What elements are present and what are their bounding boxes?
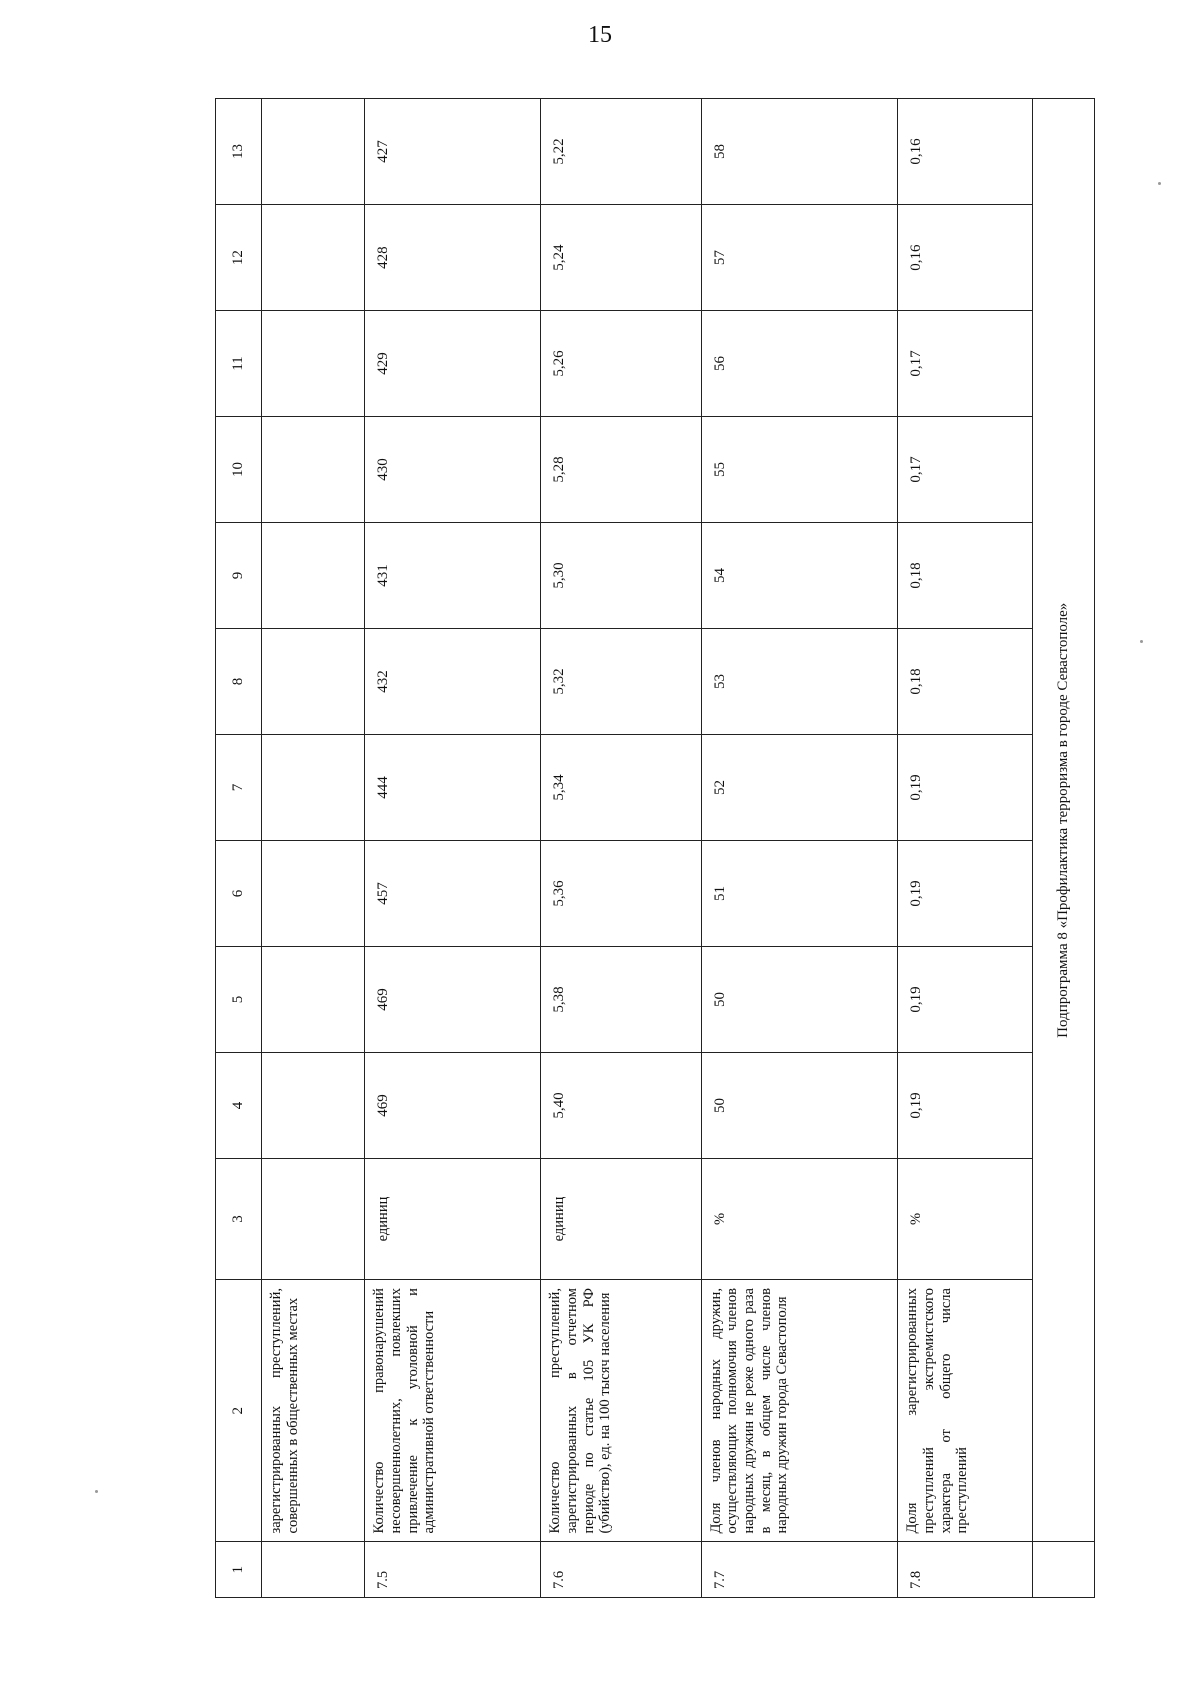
scan-speck <box>1158 182 1161 185</box>
value-cell: 5,24 <box>541 205 701 311</box>
value-cell <box>262 205 365 311</box>
value-cell: 55 <box>701 417 898 523</box>
value-cell: 432 <box>365 629 541 735</box>
column-header: 6 <box>216 840 262 946</box>
value-cell: 0,16 <box>898 205 1033 311</box>
indicator-description: Количество правонарушений несовершеннолетних, повлекших привлечение к уголовной и административной ответственности <box>365 1280 541 1542</box>
value-cell: 429 <box>365 311 541 417</box>
column-header: 10 <box>216 417 262 523</box>
value-cell: 469 <box>365 946 541 1052</box>
value-cell <box>262 946 365 1052</box>
unit-cell <box>262 1158 365 1279</box>
value-cell: 5,34 <box>541 734 701 840</box>
section-empty-cell <box>1032 1542 1094 1598</box>
column-header: 8 <box>216 629 262 735</box>
column-header: 11 <box>216 311 262 417</box>
value-cell: 5,32 <box>541 629 701 735</box>
table-row <box>898 99 1033 1598</box>
value-cell <box>262 840 365 946</box>
unit-cell: % <box>701 1158 898 1279</box>
value-cell: 0,17 <box>898 417 1033 523</box>
value-cell: 52 <box>701 734 898 840</box>
value-cell: 444 <box>365 734 541 840</box>
indicator-description: зарегистрированных преступлений, совершенных в общественных местах <box>262 1280 365 1542</box>
column-header: 2 <box>216 1280 262 1542</box>
indicator-description: Доля зарегистрированных преступлений экстремистского характера от общего числа преступлений <box>898 1280 1033 1542</box>
value-cell: 56 <box>701 311 898 417</box>
value-cell: 5,30 <box>541 523 701 629</box>
value-cell: 0,17 <box>898 311 1033 417</box>
value-cell: 0,19 <box>898 1052 1033 1158</box>
unit-cell: единиц <box>541 1158 701 1279</box>
table-row <box>541 99 701 1598</box>
page-number: 15 <box>588 22 612 48</box>
value-cell: 53 <box>701 629 898 735</box>
value-cell: 457 <box>365 840 541 946</box>
value-cell: 430 <box>365 417 541 523</box>
value-cell <box>262 99 365 205</box>
table-row <box>701 99 898 1598</box>
indicator-description: Доля членов народных дружин, осуществляющих полномочия членов народных дружин не реже одного раза в месяц, в общем числе членов народных дружин города Севастополя <box>701 1280 898 1542</box>
indicators-table <box>215 98 1095 1598</box>
value-cell: 469 <box>365 1052 541 1158</box>
row-index <box>262 1542 365 1598</box>
value-cell: 0,19 <box>898 840 1033 946</box>
value-cell: 58 <box>701 99 898 205</box>
row-index: 7.7 <box>701 1542 898 1598</box>
value-cell <box>262 734 365 840</box>
column-header: 9 <box>216 523 262 629</box>
section-row <box>1032 99 1094 1598</box>
scan-speck <box>1140 640 1143 643</box>
table-row <box>365 99 541 1598</box>
value-cell: 427 <box>365 99 541 205</box>
indicator-description: Количество преступлений, зарегистрированных в отчетном периоде по статье 105 УК РФ (убийство), ед. на 100 тысяч населения <box>541 1280 701 1542</box>
row-index: 7.6 <box>541 1542 701 1598</box>
value-cell: 0,19 <box>898 946 1033 1052</box>
value-cell <box>262 1052 365 1158</box>
value-cell <box>262 417 365 523</box>
column-header: 12 <box>216 205 262 311</box>
column-header: 7 <box>216 734 262 840</box>
value-cell: 0,19 <box>898 734 1033 840</box>
header-row <box>216 99 262 1598</box>
value-cell: 54 <box>701 523 898 629</box>
column-header: 4 <box>216 1052 262 1158</box>
unit-cell: % <box>898 1158 1033 1279</box>
value-cell <box>262 523 365 629</box>
value-cell: 5,40 <box>541 1052 701 1158</box>
column-header: 3 <box>216 1158 262 1279</box>
section-title: Подпрограмма 8 «Профилактика терроризма в городе Севастополе» <box>1032 99 1094 1542</box>
value-cell: 0,16 <box>898 99 1033 205</box>
value-cell: 50 <box>701 1052 898 1158</box>
unit-cell: единиц <box>365 1158 541 1279</box>
value-cell: 5,26 <box>541 311 701 417</box>
value-cell: 50 <box>701 946 898 1052</box>
column-header: 13 <box>216 99 262 205</box>
value-cell: 428 <box>365 205 541 311</box>
value-cell <box>262 629 365 735</box>
row-index: 7.8 <box>898 1542 1033 1598</box>
value-cell: 5,28 <box>541 417 701 523</box>
value-cell: 5,38 <box>541 946 701 1052</box>
value-cell: 0,18 <box>898 629 1033 735</box>
value-cell <box>262 311 365 417</box>
value-cell: 51 <box>701 840 898 946</box>
column-header: 5 <box>216 946 262 1052</box>
row-index: 7.5 <box>365 1542 541 1598</box>
value-cell: 5,22 <box>541 99 701 205</box>
table-row <box>262 99 365 1598</box>
value-cell: 431 <box>365 523 541 629</box>
value-cell: 57 <box>701 205 898 311</box>
value-cell: 0,18 <box>898 523 1033 629</box>
column-header: 1 <box>216 1542 262 1598</box>
scan-speck <box>95 1490 98 1493</box>
value-cell: 5,36 <box>541 840 701 946</box>
rotated-table-container <box>215 98 1095 1598</box>
